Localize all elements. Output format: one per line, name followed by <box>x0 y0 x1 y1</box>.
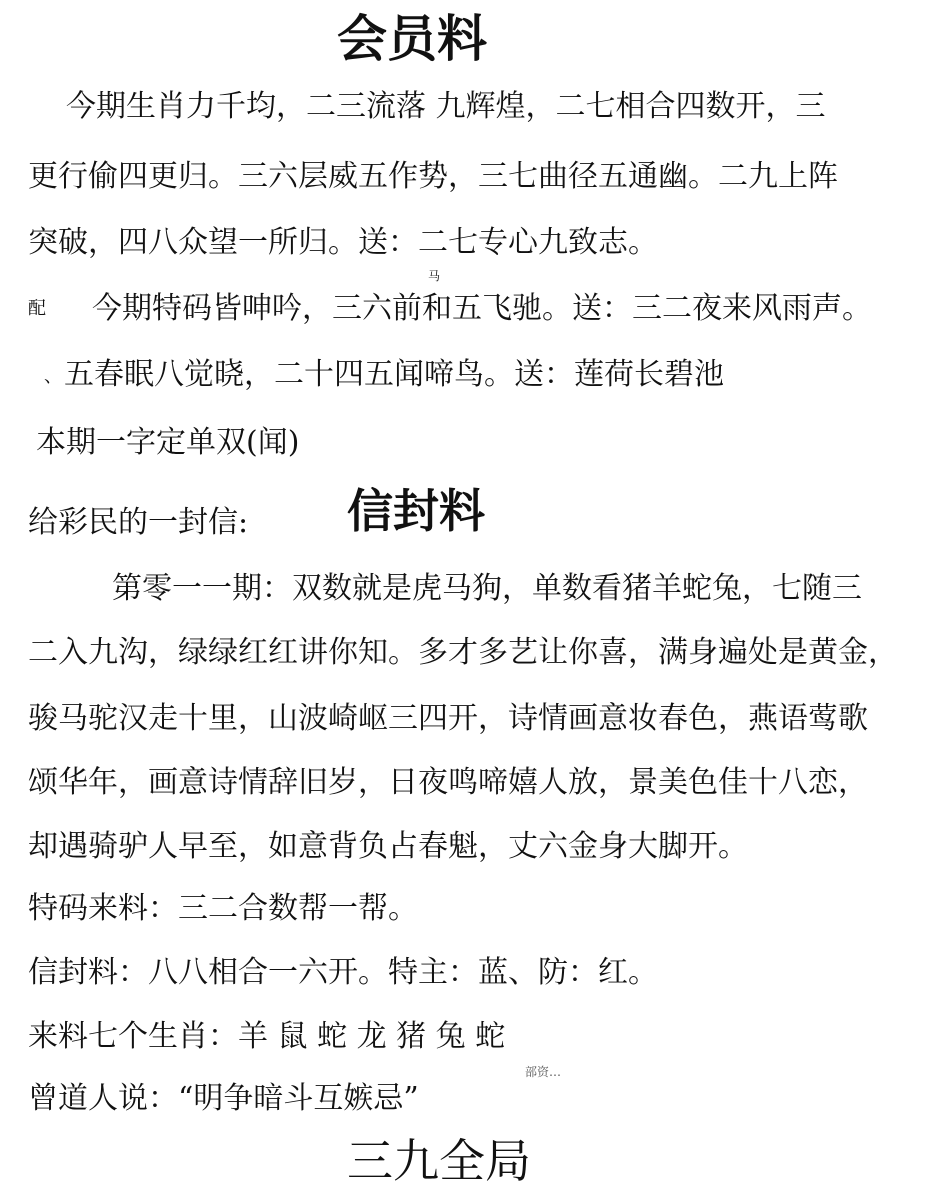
faint-mark: 部资… <box>525 1065 562 1079</box>
title-xinfengliao: 信封料 <box>347 484 485 538</box>
text-line: 更行偷四更归。三六层威五作势，三七曲径五通幽。二九上阵 <box>28 159 838 194</box>
title-sanjiuquanju: 三九全局 <box>347 1134 531 1188</box>
text-line: 骏马驼汉走十里，山波崎岖三四开，诗情画意妆春色，燕语莺歌 <box>28 701 868 736</box>
text-line: 本期一字定单双(闻) <box>36 425 300 460</box>
special-code-line: 特码来料：三二合数帮一帮。 <box>28 891 418 926</box>
text-line: 二入九沟，绿绿红红讲你知。多才多艺让你喜，满身遍处是黄金， <box>28 635 898 670</box>
text-line: 第零一一期：双数就是虎马狗，单数看猪羊蛇兔，七随三 <box>112 571 862 606</box>
envelope-line: 信封料：八八相合一六开。特主：蓝、防：红。 <box>28 955 658 990</box>
text-line: 今期生肖力千均，二三流落 九辉煌，二七相合四数开，三 <box>66 89 826 124</box>
daoren-line: 曾道人说：“明争暗斗互嫉忌” <box>28 1081 419 1116</box>
text-line: 却遇骑驴人早至，如意背负占春魁，丈六金身大脚开。 <box>28 829 748 864</box>
text-line: 颂华年，画意诗情辞旧岁，日夜鸣啼嬉人放，景美色佳十八恋， <box>28 765 868 800</box>
margin-mark: 、 <box>44 366 62 387</box>
letter-label: 给彩民的一封信: <box>28 505 249 540</box>
text-line: 五春眠八觉晓，二十四五闻啼鸟。送：莲荷长碧池 <box>64 357 724 392</box>
margin-mark: 配 <box>28 298 46 319</box>
text-line: 今期特码皆呻吟，三六前和五飞驰。送：三二夜来风雨声。 <box>92 291 872 326</box>
text-line: 突破，四八众望一所归。送：二七专心九致志。 <box>28 225 658 260</box>
margin-mark: 马 <box>428 269 441 283</box>
title-huiyuanliao: 会员料 <box>337 9 487 68</box>
zodiac-line: 来料七个生肖：羊 鼠 蛇 龙 猪 兔 蛇 <box>28 1019 506 1054</box>
